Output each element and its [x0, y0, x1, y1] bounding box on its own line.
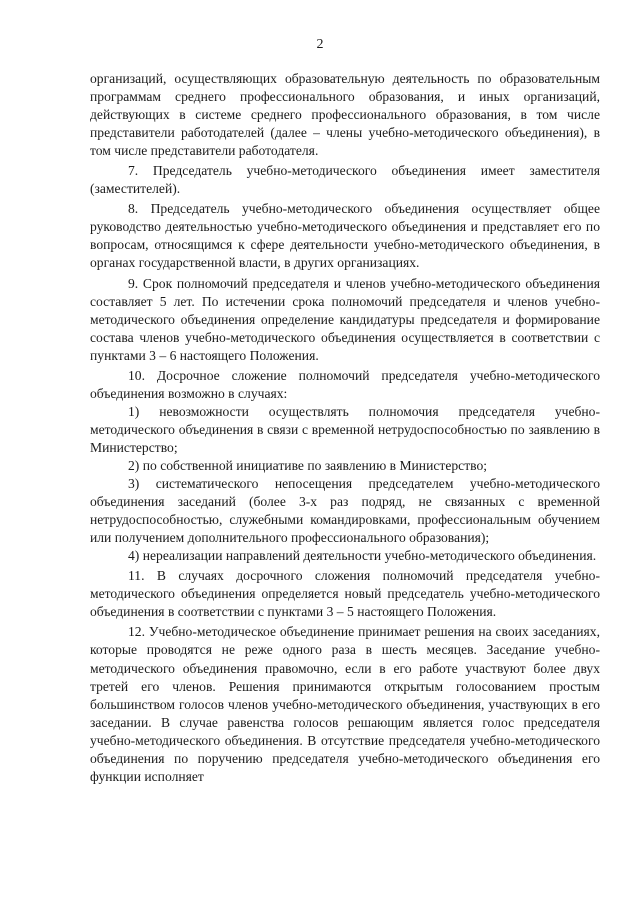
list-item-1: 1) невозможности осуществлять полномочия председателя учебно-методического объединения в связи с временной нетрудоспособностью по заявлению в Министерство;: [90, 403, 600, 455]
paragraph-12: 12. Учебно-методическое объединение принимает решения на своих заседаниях, которые проводятся не реже одного раза в шесть месяцев. Заседание учебно-методического объединения правомочно, если в его работе участвуют более двух третей его членов. Решения принимаются открытым голосованием простым большинством голосов членов учебно-методического объединения, участвующих в его заседании. В случае равенства голосов решающим является голос председателя учебно-методического объединения. В отсутствие председателя учебно-методического объединения по поручению председателя учебно-методического объединения его функции исполняет: [90, 624, 600, 784]
page-number: 2: [316, 37, 324, 52]
document-body: [90, 70, 600, 786]
paragraph-11: 11. В случаях досрочного сложения полномочий председателя учебно-методического объединения определяется новый председатель учебно-методического объединения в соответствии с пунктами 3 – 5 настоящего Положения.: [90, 568, 600, 620]
paragraph-9: 9. Срок полномочий председателя и членов учебно-методического объединения составляет 5 лет. По истечении срока полномочий председателя и членов учебно-методического объединения определение кандидатуры председателя и формирование состава членов учебно-методического объединения осуществляется в соответствии с пунктами 3 – 6 настоящего Положения.: [90, 275, 600, 363]
paragraph-10: 10. Досрочное сложение полномочий председателя учебно-методического объединения возможно в случаях:: [90, 367, 600, 401]
paragraph-continuation: организаций, осуществляющих образовательную деятельность по образовательным программам среднего профессионального образования, и иных организаций, действующих в системе среднего профессионального образования, в том числе представители работодателей (далее – члены учебно-методического объединения), в том числе представители работодателя.: [90, 71, 600, 159]
list-item-2: 2) по собственной инициативе по заявлению в Министерство;: [128, 457, 488, 473]
paragraph-8: 8. Председатель учебно-методического объединения осуществляет общее руководство деятельностью учебно-методического объединения и представляет его по вопросам, относящимся к сфере деятельности учебно-методического объединения, в органах государственной власти, в других организациях.: [90, 201, 600, 271]
paragraph-7: 7. Председатель учебно-методического объединения имеет заместителя (заместителей).: [90, 163, 600, 197]
list-item-3: 3) систематического непосещения председателем учебно-методического объединения заседаний (более 3-х раз подряд, не связанных с временной нетрудоспособностью, служебными командировками, профессиональным обучением или получением дополнительного профессионального образования);: [90, 476, 600, 546]
list-item-4: 4) нереализации направлений деятельности учебно-методического объединения.: [128, 548, 597, 564]
